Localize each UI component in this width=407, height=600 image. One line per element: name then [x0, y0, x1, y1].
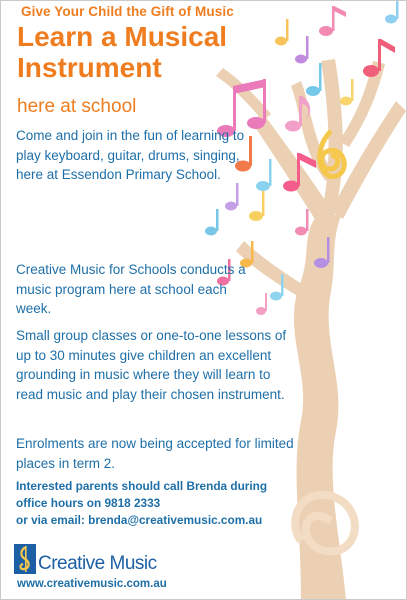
contact-email[interactable]: or via email: brenda@creativemusic.com.au — [16, 513, 263, 527]
intro-paragraph: Come and join in the fun of learning to play keyboard, guitar, drums, singing, here at Essendon Primary School. — [16, 128, 245, 182]
contact-line-1: Interested parents should call Brenda during — [16, 479, 268, 493]
program-paragraph: Creative Music for Schools conducts a music program here at school each week. — [16, 262, 246, 316]
website-link[interactable]: www.creativemusic.com.au — [17, 578, 167, 590]
enrolments-paragraph: Enrolments are now being accepted for limited places in term 2. — [16, 436, 294, 471]
headline-line-2: Instrument — [17, 52, 162, 83]
treble-clef-logo-icon — [14, 544, 36, 574]
contact-line-2: office hours on 9818 2333 — [16, 496, 161, 510]
subhead: here at school — [17, 96, 137, 117]
headline — [17, 21, 227, 83]
tagline: Give Your Child the Gift of Music — [21, 4, 234, 19]
headline-line-1: Learn a Musical — [17, 21, 228, 52]
logo-text: Creative Music — [38, 553, 157, 574]
creative-music-logo — [14, 544, 157, 574]
contact-details — [16, 478, 326, 529]
lessons-paragraph: Small group classes or one-to-one lessons of up to 30 minutes give children an excellent grounding in music where they will learn to read music and play their chosen instrument. — [16, 328, 287, 402]
